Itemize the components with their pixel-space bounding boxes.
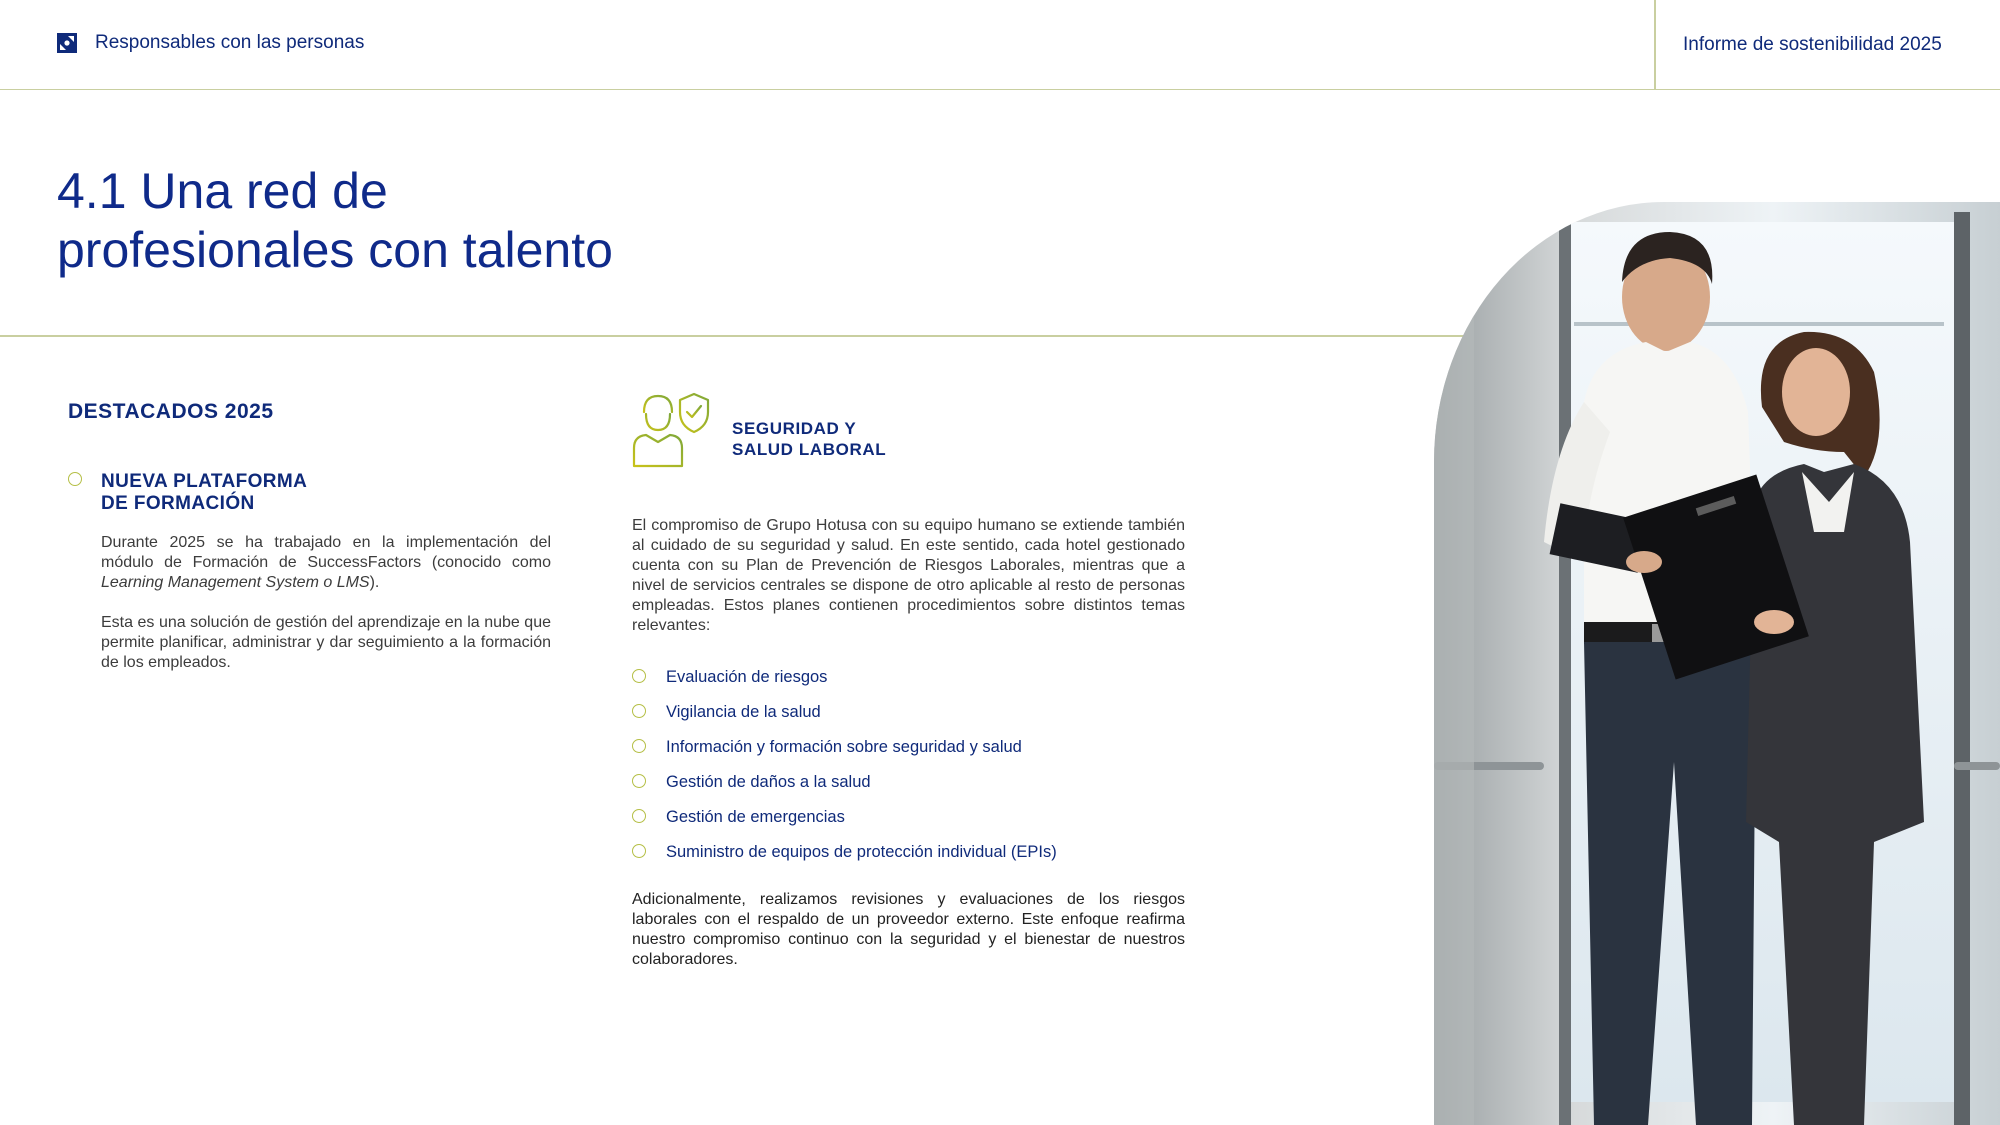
brand-logo-icon [57, 33, 77, 53]
highlight-paragraph-2: Esta es una solución de gestión del aprendizaje en la nube que permite planificar, administrar y dar seguimiento a la formación de los empleados. [101, 614, 551, 671]
topic-label: Evaluación de riesgos [666, 668, 828, 686]
header-divider [1654, 0, 1656, 90]
circle-bullet-icon [632, 809, 646, 823]
list-item [632, 806, 1192, 841]
highlight-p1-text-a: Durante 2025 se ha trabajado en la implementación del módulo de Formación de SuccessFactors (conocido como [101, 534, 551, 571]
safety-topics-list [632, 666, 1192, 876]
topic-label: Suministro de equipos de protección individual (EPIs) [666, 843, 1057, 861]
photo-illustration [1434, 202, 2000, 1125]
safety-heading-line2: SALUD LABORAL [732, 440, 887, 459]
circle-bullet-icon [632, 739, 646, 753]
section-name: Responsables con las personas [95, 32, 365, 53]
circle-bullet-icon [632, 774, 646, 788]
list-item [632, 666, 1192, 701]
safety-heading-line1: SEGURIDAD Y [732, 419, 857, 438]
lms-term: Learning Management System o LMS [101, 574, 370, 591]
page-title [57, 162, 957, 280]
section-label [57, 32, 364, 54]
professionals-photo [1434, 202, 2000, 1125]
highlights-heading: DESTACADOS 2025 [68, 400, 274, 423]
topic-label: Gestión de emergencias [666, 808, 845, 826]
list-item [632, 736, 1192, 771]
title-divider [0, 335, 1470, 337]
circle-bullet-icon [68, 472, 82, 486]
page-title-line1: 4.1 Una red de [57, 163, 388, 219]
worker-shield-check-icon [630, 390, 710, 470]
topic-label: Información y formación sobre seguridad y salud [666, 738, 1022, 756]
list-item [632, 771, 1192, 806]
list-item [632, 841, 1192, 876]
highlight-item-heading [101, 471, 401, 515]
topic-label: Gestión de daños a la salud [666, 773, 871, 791]
safety-closing-paragraph: Adicionalmente, realizamos revisiones y evaluaciones de los riesgos laborales con el respaldo de un proveedor externo. Este enfoque reafirma nuestro compromiso continuo con la seguridad y el bienestar de nuestros colaboradores. [632, 891, 1185, 968]
page-title-line2: profesionales con talento [57, 222, 613, 278]
circle-bullet-icon [632, 844, 646, 858]
circle-bullet-icon [632, 704, 646, 718]
highlight-heading-line2: DE FORMACIÓN [101, 493, 255, 514]
topic-label: Vigilancia de la salud [666, 703, 821, 721]
report-title: Informe de sostenibilidad 2025 [1683, 34, 1942, 55]
list-item [632, 701, 1192, 736]
safety-heading [732, 418, 932, 460]
safety-intro-paragraph: El compromiso de Grupo Hotusa con su equipo humano se extiende también al cuidado de su seguridad y salud. En este sentido, cada hotel gestionado cuenta con su Plan de Prevención de Riesgos Laborales, mientras que a nivel de servicios centrales se dispone de otro aplicable al resto de personas empleadas. Estos planes contienen procedimientos sobre distintos temas relevantes: [632, 517, 1185, 634]
circle-bullet-icon [632, 669, 646, 683]
highlight-heading-line1: NUEVA PLATAFORMA [101, 471, 308, 492]
highlight-p1-text-b: ). [369, 574, 380, 591]
highlight-paragraph-1 [101, 533, 551, 593]
header-bar [0, 0, 2000, 90]
